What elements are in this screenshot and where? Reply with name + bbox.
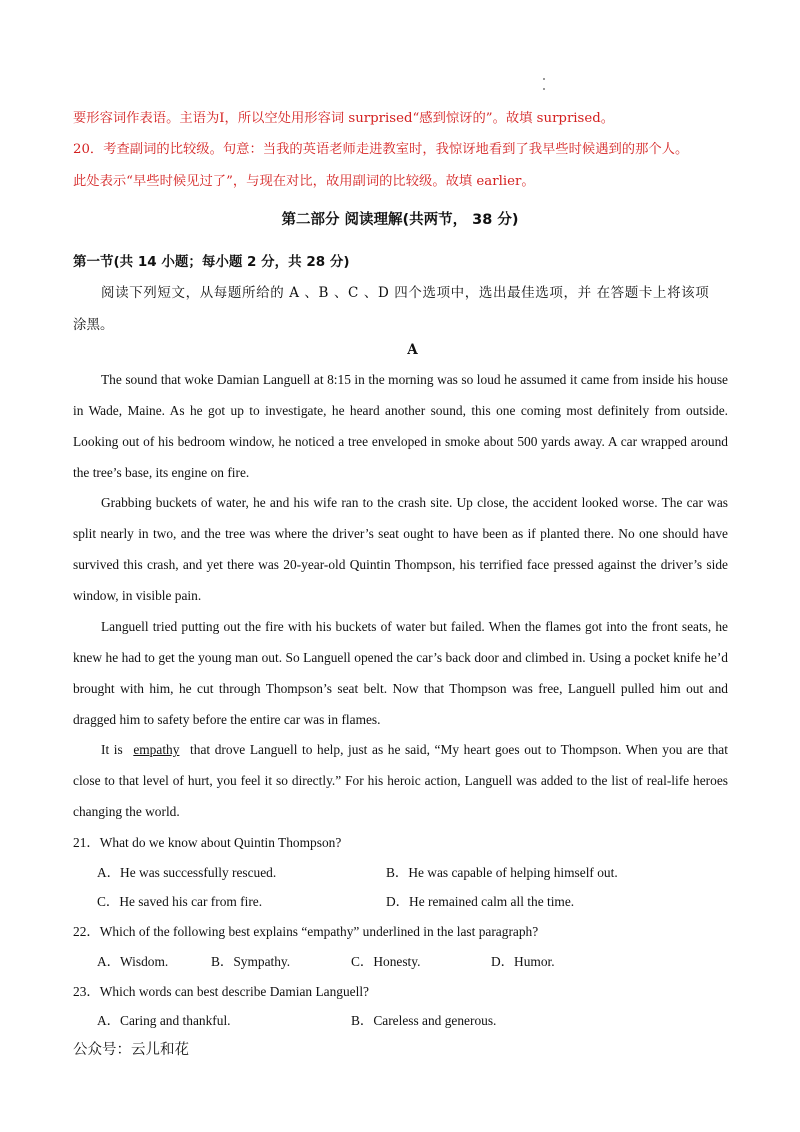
answer-option: B．Careless and generous. <box>351 1013 497 1028</box>
question-stem: 22．Which of the following best explains “empathy” underlined in the last paragraph? <box>73 924 539 939</box>
instruction-text-continued: 涂黑。 <box>73 317 114 333</box>
answer-option: A．Caring and thankful. <box>97 1013 231 1028</box>
answer-option: A．He was successfully rescued. <box>97 865 277 880</box>
passage-paragraph: Grabbing buckets of water, he and his wife ran to the crash site. Up close, the accident looked worse. The car was split nearly in two, and the tree was where the driver’s seat ought to have been as if planted there. No one should have survived this crash, and yet there was 20-year-old Quintin Thompson, his terrified face pressed against the driver’s side window, in visible pain. <box>73 495 728 603</box>
question-stem: 23．Which words can best describe Damian Languell? <box>73 984 369 999</box>
answer-option: C．He saved his car from fire. <box>97 894 263 909</box>
answer-explanation-line: 此处表示“早些时候见过了”，与现在对比，故用副词的比较级。故填 earlier。 <box>73 174 535 189</box>
answer-option: C．Honesty. <box>351 954 421 969</box>
answer-option: D．He remained calm all the time. <box>386 894 575 909</box>
passage-label: A <box>407 342 418 358</box>
section-subtitle: 第一节(共 14 小题；每小题 2 分，共 28 分) <box>73 254 350 270</box>
answer-option: B．Sympathy. <box>211 954 291 969</box>
passage-paragraph <box>73 734 728 827</box>
answer-option: D．Humor. <box>491 954 555 969</box>
answer-option: A．Wisdom. <box>97 954 169 969</box>
section-title: 第二部分 阅读理解(共两节， 38 分) <box>281 212 519 228</box>
scan-marks <box>543 78 547 100</box>
question-stem: 21．What do we know about Quintin Thompson? <box>73 835 342 850</box>
paragraph-text: that drove Languell to help, just as he said, “My heart goes out to Thompson. When you are that close to that level of hurt, you feel it so directly.” For his heroic action, Languell was added to the list of real-life heroes changing the world. <box>73 742 728 819</box>
answer-option: B．He was capable of helping himself out. <box>386 865 618 880</box>
answer-explanation-line: 20．考查副词的比较级。句意：当我的英语老师走进教室时，我惊讶地看到了我早些时候遇到的那个人。 <box>73 142 689 157</box>
footer-watermark-text: 公众号：云儿和花 <box>73 1042 189 1058</box>
passage-paragraph: Languell tried putting out the fire with his buckets of water but failed. When the flames got into the front seats, he knew he had to get the young man out. So Languell opened the car’s back door and climbed in. Using a pocket knife he’d brought with him, he cut through Thompson’s seat belt. Now that Thompson was free, Languell pulled him out and dragged him to safety before the entire car was in flames. <box>73 619 728 727</box>
underlined-word: empathy <box>133 742 180 757</box>
answer-explanation-line: 要形容词作表语。主语为I，所以空处用形容词 surprised“感到惊讶的”。故填 surprised。 <box>73 111 615 126</box>
passage-paragraph: The sound that woke Damian Languell at 8:15 in the morning was so loud he assumed it came from inside his house in Wade, Maine. As he got up to investigate, he heard another sound, this one coming most definitely from outside. Looking out of his bedroom window, he noticed a tree enveloped in smoke about 500 yards away. A car wrapped around the tree’s base, its engine on fire. <box>73 372 728 480</box>
paragraph-text: It is <box>101 742 123 757</box>
instruction-text: 阅读下列短文，从每题所给的 A 、B 、C 、D 四个选项中，选出最佳选项，并 在答题卡上将该项 <box>101 285 710 301</box>
